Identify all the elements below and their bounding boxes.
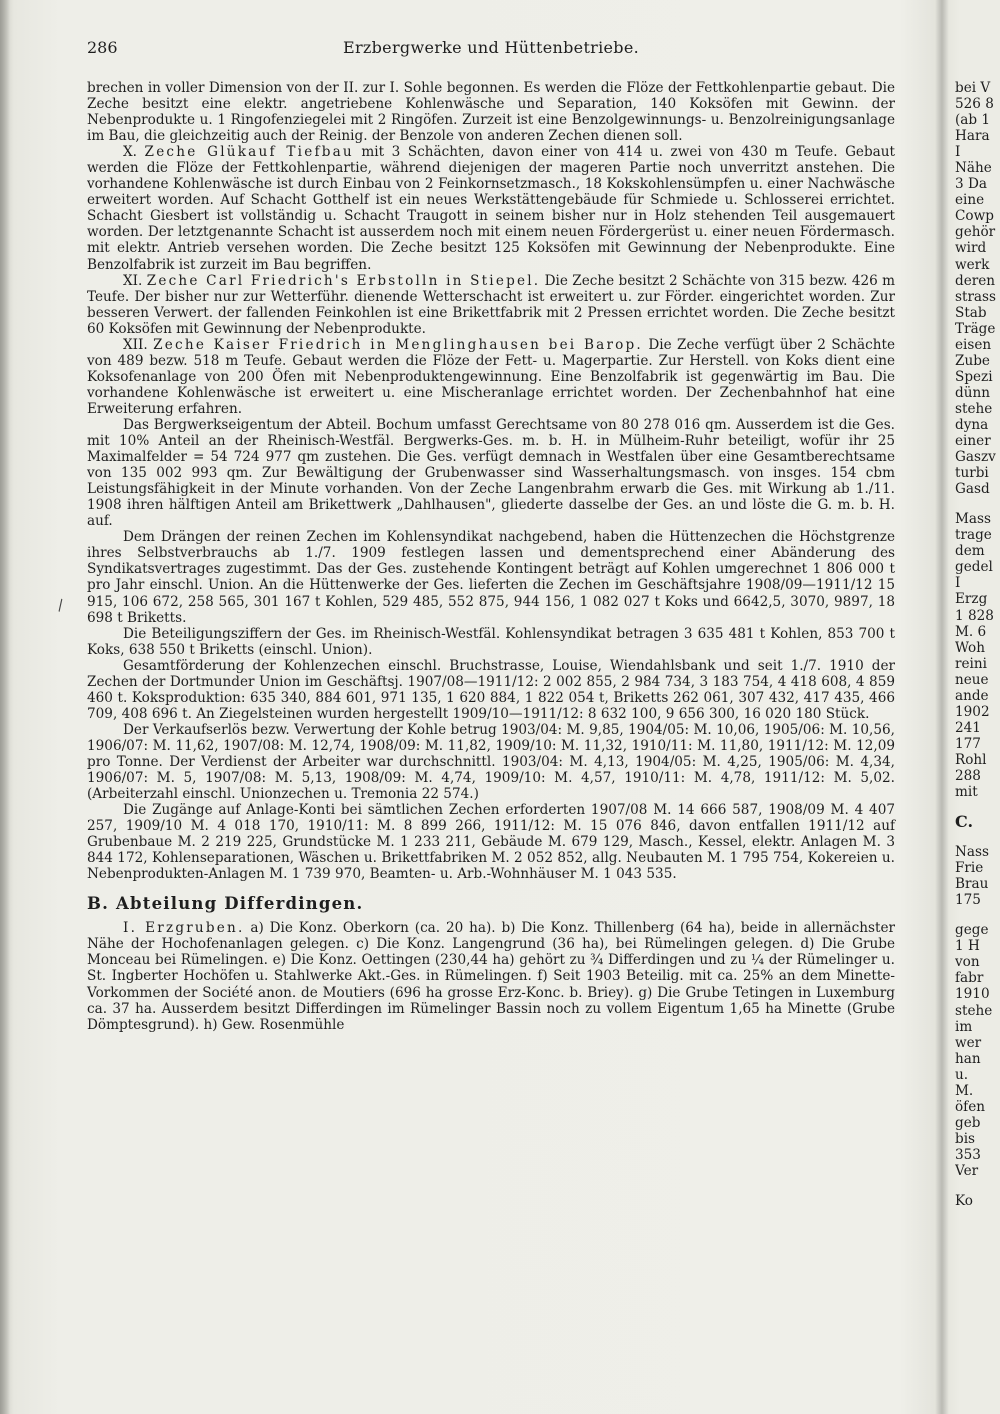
running-head (87, 37, 895, 59)
paragraph-text: Die Zeche besitzt 2 Schächte von 315 bezw. 426 m Teufe. Der bisher nur zur Wetterführ. dienende Wetterschacht ist erweitert u. zur Förder. eingerichtet worden. Zur besseren Verwert. der fallenden Feinkohlen ist eine Brikettfabrik mit 2 Pressen errichtet worden. Die Zeche besitzt 60 Koksöfen mit Gewinnung der Nebenprodukte. (87, 272, 895, 337)
adjacent-page-line: strass (955, 288, 996, 305)
adjacent-page-line: M. 6 (955, 623, 987, 640)
paragraph-verkaufserloes: Der Verkaufserlös bezw. Verwertung der Kohle betrug 1903/04: M. 9,85, 1904/05: M. 10,06, 1905/06: M. 10,56, 1906/07: M. 11,62, 1907/08: M. 12,74, 1908/09: M. 11,82, 1909/10: M. 11,32, 1910/11: M. 11,80, 1911/12: M. 12,09 pro Tonne. Der Verdienst der Arbeiter war durchschnittl. 1903/04: M. 4,13, 1904/05: M. 4,25, 1905/06: M. 4,34, 1906/07: M. 5, 1907/08: M. 5,13, 1908/09: M. 4,74, 1909/10: M. 4,57, 1910/11: M. 4,78, 1911/12: M. 5,02. (Arbeiterzahl einschl. Unionzechen u. Tremonia 22 574.) (87, 721, 895, 803)
adjacent-page-line: I (955, 575, 961, 592)
adjacent-page-line: Ko (955, 1193, 973, 1210)
paragraph-beteiligungsziffern: Die Beteiligungsziffern der Ges. im Rheinisch-Westfäl. Kohlensyndikat betragen 3 635 481 t Kohlen, 853 700 t Koks, 638 550 t Briketts (einschl. Union). (87, 625, 895, 658)
paragraph-erzgruben (87, 920, 895, 1032)
paragraph-gesamtfoerderung: Gesamtförderung der Kohlenzechen einschl. Bruchstrasse, Louise, Wiendahlsbank und seit 1./7. 1910 der Zechen der Dortmunder Union im Geschäftsj. 1907/08—1911/12: 2 002 855, 2 984 734, 3 183 754, 4 418 608, 4 859 460 t. Koksproduktion: 635 340, 884 601, 971 135, 1 620 884, 1 822 054 t, Briketts 262 061, 307 432, 417 435, 466 709, 408 696 t. An Ziegelsteinen wurden hergestellt 1909/10—1911/12: 8 632 100, 9 656 300, 16 020 180 Stück. (87, 657, 895, 722)
paragraph-text: a) Die Konz. Oberkorn (ca. 20 ha). b) Die Konz. Thillenberg (64 ha), beide in allernächster Nähe der Hochofenanlagen gelegen. c) Die Konz. Langengrund (36 ha), bei Rümelingen gelegen. d) Die Grube Monceau bei Rümelingen. e) Die Konz. Oettingen (230,44 ha) gehört zu ¾ Differdingen und zu ¼ der Rümelinger u. St. Ingberter Hochöfen u. Stahlwerke Akt.-Ges. in Rümelingen. f) Seit 1903 Beteilig. mit ca. 25% an dem Minette-Vorkommen der Société anon. de Moutiers (696 ha grosse Erz-Konc. b. Briey). g) Die Grube Tetingen in Luxemburg ca. 37 ha. Ausserdem besitzt Differdingen im Rümelinger Bassin noch zu vollem Eigentum 1,65 ha Minette (Grube Dömptesgrund). h) Gew. Rosenmühle (87, 920, 895, 1033)
adjacent-page-line: gehör (955, 224, 996, 241)
paragraph-zeche-glueckauf (87, 144, 895, 272)
adjacent-page-line: ande (955, 687, 989, 704)
adjacent-page-line: 1 828 (955, 607, 994, 624)
zeche-name-kaiser-friedrich: Zeche Kaiser Friedrich in Menglinghausen bei Barop. (153, 336, 643, 353)
adjacent-page-line: Erzg (955, 591, 988, 608)
paragraph-continuation: brechen in voller Dimension von der II. zur I. Sohle begonnen. Es werden die Flöze der Fettkohlenpartie gebaut. Die Zeche besitzt eine elektr. angetriebene Kohlenwäsche und Separation, 140 Koksöfen mit Gewinn. der Nebenprodukte u. 1 Ringofenziegelei mit 2 Ringöfen. Zurzeit ist eine Benzolgewinnungs- u. Benzolreinigungsanlage im Bau, die gleichzeitig auch der Reinig. der Benzole von anderen Zechen dienen soll. (87, 80, 895, 145)
adjacent-page-line: I (955, 144, 961, 161)
section-heading-differdingen: B. Abteilung Differdingen. (87, 894, 364, 914)
adjacent-page-line: 526 8 (955, 96, 994, 113)
adjacent-page-line (955, 908, 1000, 922)
adjacent-page-line: Nass (955, 844, 989, 861)
adjacent-page-line: 241 (955, 719, 981, 736)
adjacent-page-line: trage (955, 527, 992, 544)
adjacent-page-line: eisen (955, 336, 992, 353)
adjacent-page-line: werk (955, 256, 990, 273)
paragraph-bergwerkseigentum: Das Bergwerkseigentum der Abteil. Bochum umfasst Gerechtsame von 80 278 016 qm. Ausserdem ist die Ges. mit 10% Anteil an der Rheinisch-Westfäl. Bergwerks-Ges. m. b. H. in Mülheim-Ruhr beteiligt, wofür ihr 25 Maximalfelder = 54 724 977 qm zustehen. Die Ges. verfügt demnach in Westfalen über eine Gesamtberechtsame von 135 002 993 qm. Zur Bewältigung der Grubenwasser sind Wasserhaltungsmasch. von insges. 154 cbm Leistungsfähigkeit in der Minute vorhanden. Von der Zeche Langenbrahm erwarb die Ges. mit Wirkung ab 1./11. 1908 ihren hälftigen Anteil am Brikettwerk „Dahlhausen", gliederte dasselbe der Ges. an und löste die G. m. b. H. auf. (87, 416, 895, 530)
paragraph-kohlensyndikat: Dem Drängen der reinen Zechen im Kohlensyndikat nachgebend, haben die Hüttenzechen die Höchstgrenze ihres Selbstverbrauchs ab 1./7. 1909 festlegen lassen und dementsprechend einer Abänderung des Syndikatsvertrages zugestimmt. Das der Ges. zustehende Kontingent beträgt auf Kohlen umgerechnet 1 806 000 t pro Jahr einschl. Union. An die Hüttenwerke der Ges. lieferten die Zechen im Geschäftsjahre 1908/09—1911/12 15 915, 106 672, 258 565, 301 167 t Kohlen, 529 485, 552 875, 944 156, 1 082 027 t Koks und 6642,5, 3070, 9897, 18 698 t Briketts. (87, 529, 895, 626)
adjacent-page-line: Ver (955, 1163, 979, 1179)
adjacent-page-line: neue (955, 671, 989, 688)
adjacent-page-line: geb (955, 1114, 981, 1131)
adjacent-page-line: Mass (955, 511, 991, 528)
adjacent-page-line: 177 (955, 735, 981, 752)
adjacent-page-line: wer (955, 1034, 982, 1051)
adjacent-page-line: stehe (955, 400, 993, 417)
adjacent-page-line: von (955, 954, 980, 971)
main-text-column (87, 80, 895, 1033)
section-number-xi: XI. (123, 272, 143, 289)
adjacent-page-line: Zube (955, 352, 990, 369)
section-number-xii: XII. (123, 336, 148, 353)
adjacent-page-line: 353 (955, 1146, 981, 1163)
adjacent-page-line: dem (955, 543, 985, 560)
adjacent-page-line: Brau (955, 876, 989, 893)
adjacent-page-line: Woh (955, 639, 985, 656)
paragraph-text: mit 3 Schächten, davon einer von 414 u. zwei von 430 m Teufe. Gebaut werden die Flöze der Fettkohlenpartie, während diejenigen der mageren Partie noch unverritzt anstehen. Die vorhandene Kohlenwäsche ist durch Einbau von 2 Feinkornsetzmasch., 18 Kokskohlensümpfen u. einer Nachwäsche erweitert worden. Auf Schacht Gotthelf ist ein neues Werkstättengebäude für Schmiede u. Schlosserei errichtet. Schacht Giesbert ist vollständig u. Schacht Traugott in seinem bisher nur in Holz stehenden Teil ausgemauert worden. Der letztgenannte Schacht ist ausserdem noch mit einem neuen Fördergerüst u. einer neuen Fördermasch. mit elektr. Antrieb versehen worden. Die Zeche besitzt 125 Koksöfen mit Gewinnung der Nebenprodukte. Eine Benzolfabrik ist zurzeit im Bau begriffen. (87, 144, 896, 273)
adjacent-page-line: 3 Da (955, 176, 987, 193)
adjacent-page-line: Nähe (955, 160, 992, 177)
page-left-edge-shadow (0, 0, 10, 1414)
page-number: 286 (87, 38, 118, 57)
adjacent-page-line: Stab (955, 304, 987, 321)
paragraph-text: Die Zeche verfügt über 2 Schächte von 489 bezw. 518 m Teufe. Gebaut werden die Flöze der Fett- u. Magerpartie. Zur Herstell. von Koks dient eine Koksofenanlage von 200 Öfen mit Nebenproduktengewinnung. Eine Benzolfabrik ist gegenwärtig im Bau. Die vorhandene Kohlenwäsche ist erweitert u. eine Mischeranlage errichtet worden. Der Zechenbahnhof hat eine Erweiterung erfahren. (87, 336, 895, 417)
adjacent-page-line: reini (955, 655, 987, 672)
adjacent-page-line: Träge (955, 320, 996, 337)
subsection-lead-erzgruben: I. Erzgruben. (123, 920, 245, 937)
adjacent-page-line: 1 H (955, 938, 980, 955)
adjacent-page-line: 175 (955, 892, 981, 909)
adjacent-page-line: M. (955, 1082, 974, 1099)
adjacent-page-line: gege (955, 922, 989, 939)
adjacent-page-line: u. (955, 1066, 969, 1083)
adjacent-page-line: (ab 1 (955, 112, 991, 129)
zeche-name-carl-friedrich: Zeche Carl Friedrich's Erbstolln in Stiepel. (146, 272, 541, 289)
zeche-name-glueckauf: Zeche Glükauf Tiefbau (144, 144, 354, 161)
adjacent-page-line: dyna (955, 416, 989, 433)
adjacent-page-line (955, 497, 1000, 511)
adjacent-page-line: deren (955, 272, 996, 289)
adjacent-page-line: 1902 (955, 703, 990, 720)
adjacent-page-line (955, 1179, 1000, 1193)
adjacent-page-line: 288 (955, 767, 981, 784)
adjacent-page-line: eine (955, 192, 985, 209)
adjacent-page-line: han (955, 1050, 981, 1067)
section-number-x: X. (123, 144, 137, 161)
adjacent-page-line: gedel (955, 559, 993, 576)
adjacent-page-line: Spezi (955, 368, 993, 385)
paragraph-zeche-carl-friedrich (87, 273, 895, 337)
book-gutter-shadow (935, 0, 949, 1414)
adjacent-page-line: Rohl (955, 751, 987, 768)
adjacent-page-line: dünn (955, 384, 990, 401)
adjacent-page-line: bis (955, 1130, 976, 1147)
running-title: Erzbergwerke und Hüttenbetriebe. (342, 38, 640, 57)
adjacent-page-line: C. (955, 812, 974, 832)
adjacent-page-line: 1910 (955, 986, 990, 1003)
adjacent-page-line: wird (955, 240, 987, 257)
paragraph-zeche-kaiser-friedrich (87, 337, 895, 417)
adjacent-page-line: einer (955, 433, 991, 450)
adjacent-page-line: turbi (955, 465, 989, 482)
adjacent-page-line: Gaszv (955, 449, 996, 466)
adjacent-page-line: Frie (955, 860, 984, 877)
adjacent-page-line: Gasd (955, 481, 990, 498)
adjacent-page-line: mit (955, 784, 978, 801)
adjacent-page-line: Cowp (955, 208, 994, 225)
margin-pencil-mark: \ (53, 595, 68, 615)
adjacent-page-line: öfen (955, 1098, 986, 1115)
adjacent-page-line: bei V (955, 80, 991, 96)
adjacent-page-line: im (955, 1018, 973, 1035)
adjacent-page-line: fabr (955, 970, 984, 987)
paragraph-anlage-konti: Die Zugänge auf Anlage-Konti bei sämtlichen Zechen erforderten 1907/08 M. 14 666 587, 1908/09 M. 4 407 257, 1909/10 M. 4 018 170, 1910/11: M. 8 899 266, 1911/12: M. 15 076 846, davon entfallen 1911/12 auf Grubenbaue M. 2 219 225, Grundstücke M. 1 233 211, Gebäude M. 679 129, Masch., Kessel, elektr. Anlagen M. 3 844 172, Kohlenseparationen, Wäschen u. Brikettfabriken M. 2 052 852, allg. Neubauten M. 1 795 754, Kokereien u. Nebenprodukten-Anlagen M. 1 739 970, Beamten- u. Arb.-Wohnhäuser M. 1 043 535. (87, 802, 895, 883)
adjacent-page-line: stehe (955, 1002, 993, 1019)
adjacent-page-line: Hara (955, 128, 990, 145)
adjacent-page-column (955, 80, 1000, 1209)
adjacent-page-line (955, 830, 1000, 844)
